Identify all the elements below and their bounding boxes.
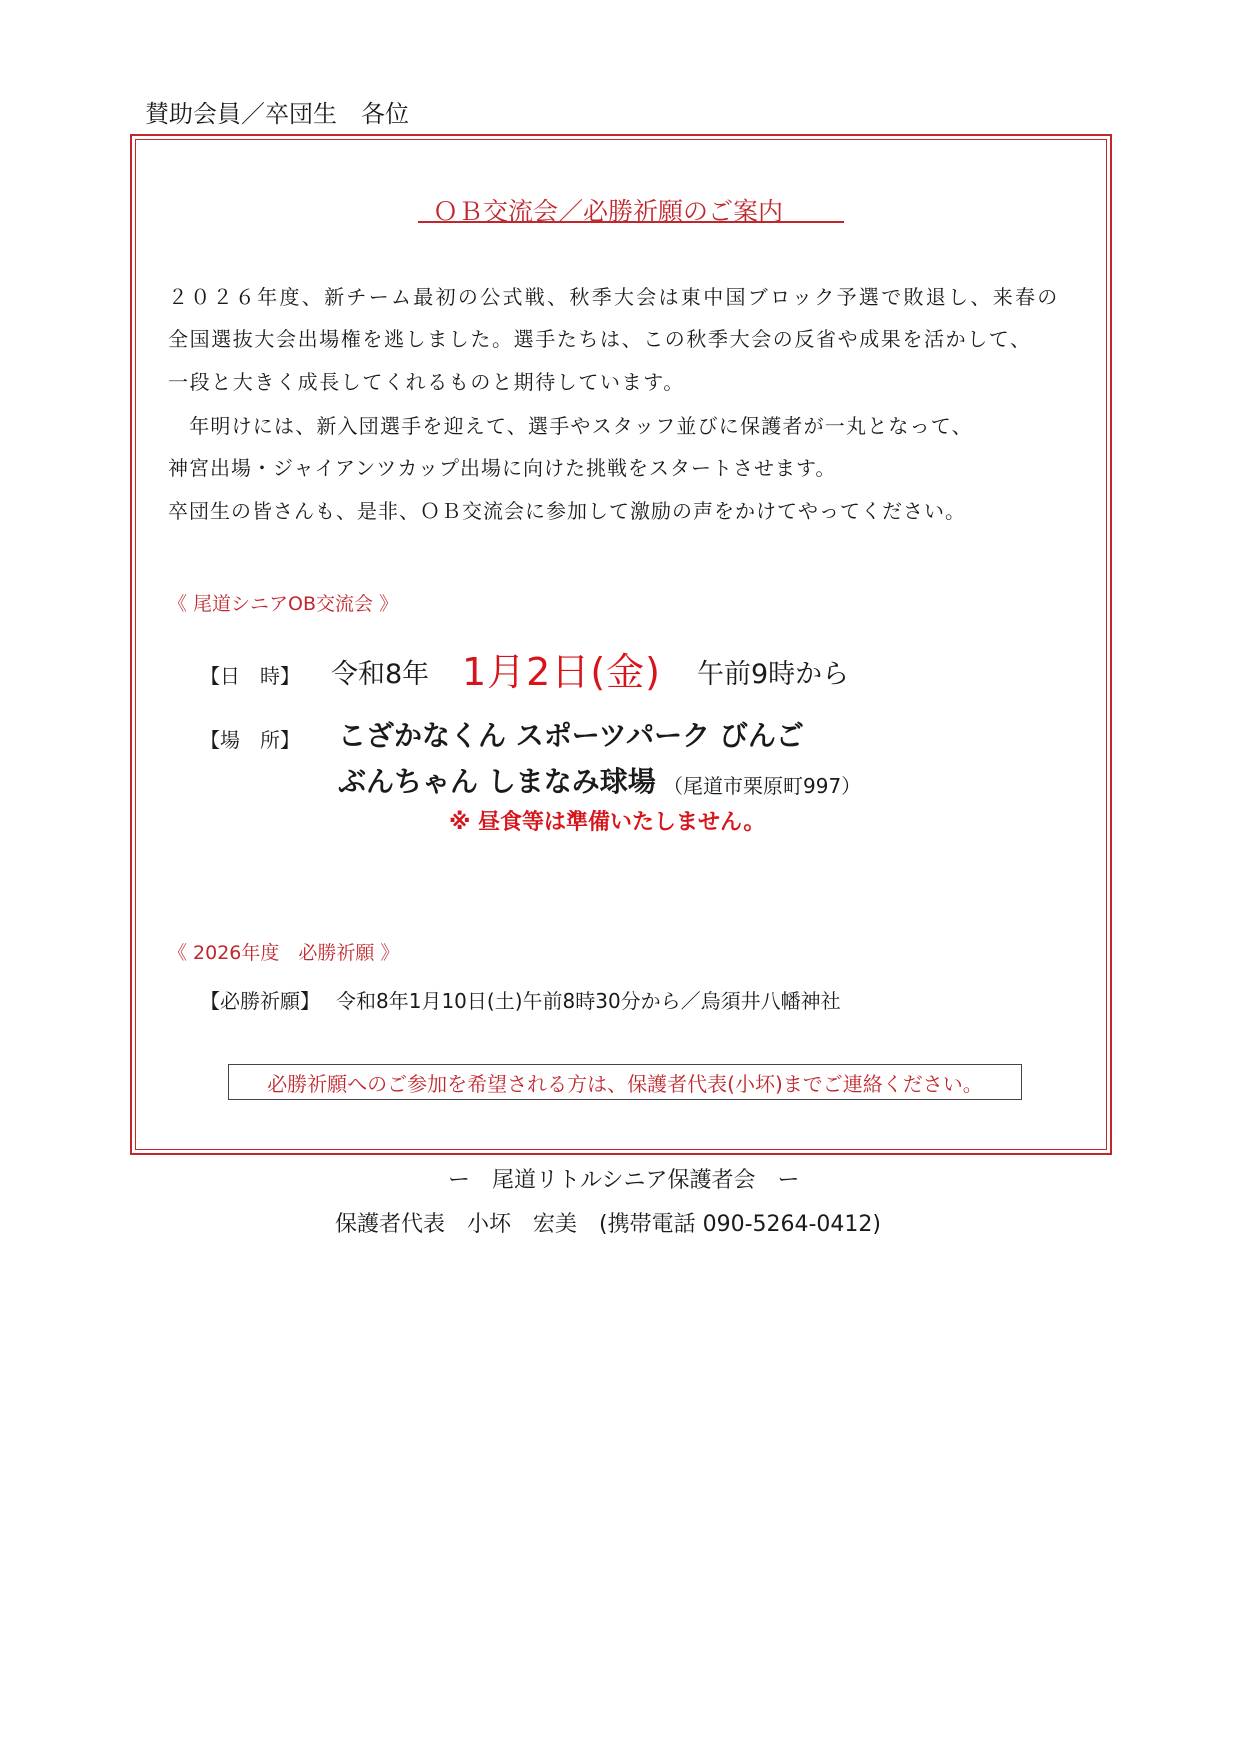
body-paragraph-line-4: 年明けには、新入団選手を迎えて、選手やスタッフ並びに保護者が一丸となって、	[168, 414, 973, 438]
ob-event-heading: 《 尾道シニアOB交流会 》	[168, 593, 399, 615]
place-label: 【場 所】	[200, 728, 300, 752]
prayer-notice-box: 必勝祈願へのご参加を希望される方は、保護者代表(小坏)までご連絡ください。	[228, 1064, 1022, 1100]
body-paragraph-line-3: 一段と大きく成長してくれるものと期待しています。	[168, 370, 685, 394]
event-time: 午前9時から	[697, 659, 850, 690]
body-paragraph-line-5: 神宮出場・ジャイアンツカップ出場に向けた挑戦をスタートさせます。	[168, 456, 837, 480]
representative-contact: 保護者代表 小坏 宏美 (携帯電話 090-5264-0412)	[335, 1212, 882, 1237]
title-underline	[418, 221, 844, 223]
date-year: 令和8年	[331, 659, 430, 690]
addressee: 賛助会員／卒団生 各位	[145, 100, 409, 128]
organization-name: ー 尾道リトルシニア保護者会 ー	[448, 1168, 800, 1193]
prayer-label: 【必勝祈願】	[200, 989, 320, 1013]
lunch-note: ※ 昼食等は準備いたしません。	[449, 810, 766, 835]
venue-name-line-2: ぶんちゃん しまなみ球場	[338, 765, 656, 798]
body-paragraph-line-6: 卒団生の皆さんも、是非、ＯＢ交流会に参加して激励の声をかけてやってください。	[168, 499, 966, 523]
body-paragraph-line-2: 全国選抜大会出場権を逃しました。選手たちは、この秋季大会の反省や成果を活かして、	[168, 327, 1032, 351]
prayer-heading: 《 2026年度 必勝祈願 》	[168, 942, 400, 964]
prayer-detail: 令和8年1月10日(土)午前8時30分から／烏須井八幡神社	[336, 989, 841, 1013]
body-paragraph-line-1: ２０２６年度、新チーム最初の公式戦、秋季大会は東中国ブロック予選で敗退し、来春の	[168, 285, 1060, 309]
date-label: 【日 時】	[200, 664, 300, 688]
event-date: 1月2日(金)	[462, 650, 662, 694]
document-title: ＯＢ交流会／必勝祈願のご案内	[433, 197, 784, 226]
venue-address: （尾道市栗原町997）	[663, 774, 862, 798]
venue-name-line-1: こざかなくん スポーツパーク びんご	[338, 719, 804, 752]
